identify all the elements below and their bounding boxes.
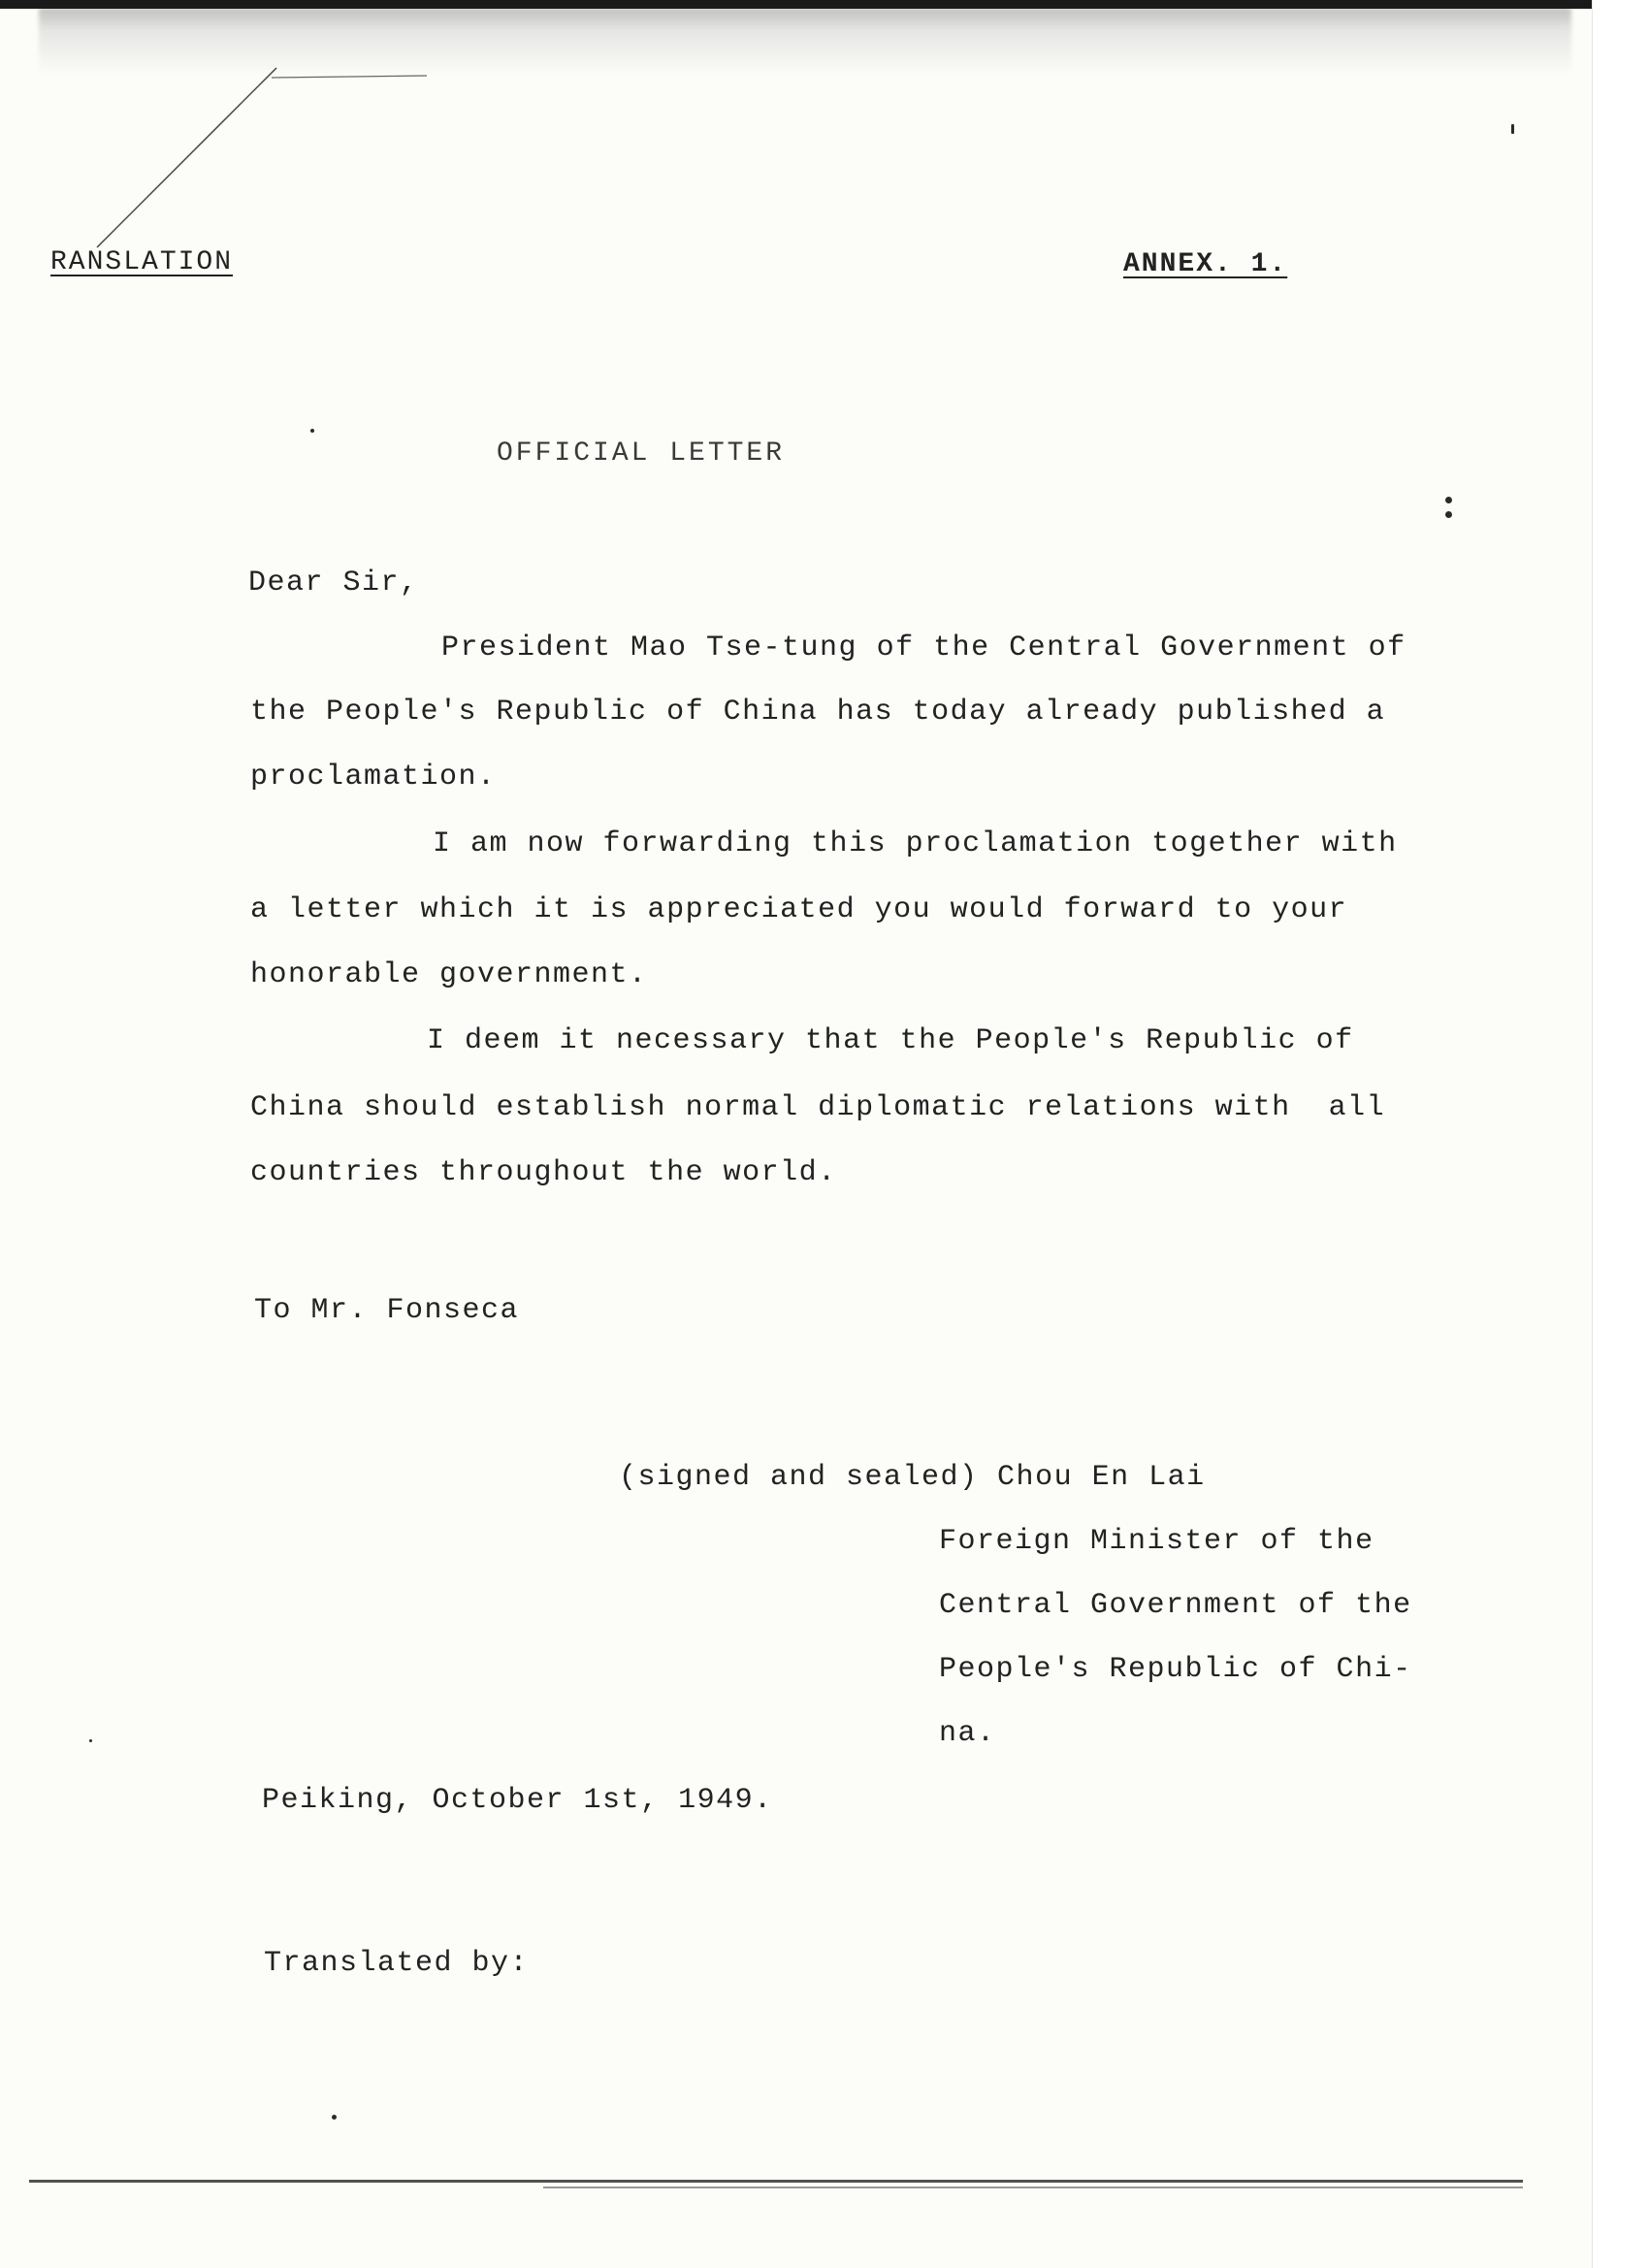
paragraph-3-line-2: China should establish normal diplomatic relations with all bbox=[250, 1091, 1386, 1124]
corner-fold-line bbox=[58, 49, 446, 262]
ink-speck bbox=[1511, 124, 1514, 134]
scan-top-edge bbox=[0, 0, 1649, 9]
signature-title-line-1: Foreign Minister of the bbox=[939, 1525, 1374, 1558]
ink-speck bbox=[89, 1739, 92, 1742]
signature-title-line-2: Central Government of the bbox=[939, 1589, 1412, 1622]
signature-title-line-4: na. bbox=[939, 1717, 996, 1750]
paragraph-3-line-3: countries throughout the world. bbox=[250, 1156, 837, 1189]
paragraph-1-line-1: President Mao Tse-tung of the Central Government of bbox=[441, 632, 1406, 664]
ink-speck bbox=[1445, 497, 1452, 503]
paragraph-2-line-1: I am now forwarding this proclamation together with bbox=[433, 827, 1398, 860]
salutation: Dear Sir, bbox=[248, 567, 419, 599]
translation-label: RANSLATION bbox=[50, 247, 234, 277]
ink-speck bbox=[1445, 511, 1452, 518]
bottom-rule-secondary bbox=[543, 2187, 1523, 2188]
paragraph-2-line-3: honorable government. bbox=[250, 958, 648, 991]
paragraph-3-line-1: I deem it necessary that the People's Republic of bbox=[427, 1024, 1354, 1057]
addressee: To Mr. Fonseca bbox=[254, 1294, 520, 1327]
ink-speck bbox=[332, 2115, 337, 2120]
paragraph-1-line-3: proclamation. bbox=[250, 761, 497, 794]
paragraph-2-line-2: a letter which it is appreciated you would forward to your bbox=[250, 893, 1348, 926]
place-and-date: Peiking, October 1st, 1949. bbox=[262, 1784, 773, 1817]
ink-speck bbox=[310, 429, 314, 433]
translated-by: Translated by: bbox=[264, 1947, 530, 1980]
annex-label: ANNEX. 1. bbox=[1123, 249, 1288, 279]
paragraph-1-line-2: the People's Republic of China has today already published a bbox=[250, 696, 1386, 729]
bottom-rule bbox=[29, 2180, 1523, 2183]
scan-right-margin bbox=[1592, 0, 1649, 2268]
document-title: OFFICIAL LETTER bbox=[497, 438, 786, 469]
signature-line: (signed and sealed) Chou En Lai bbox=[619, 1461, 1206, 1494]
signature-title-line-3: People's Republic of Chi- bbox=[939, 1653, 1412, 1686]
